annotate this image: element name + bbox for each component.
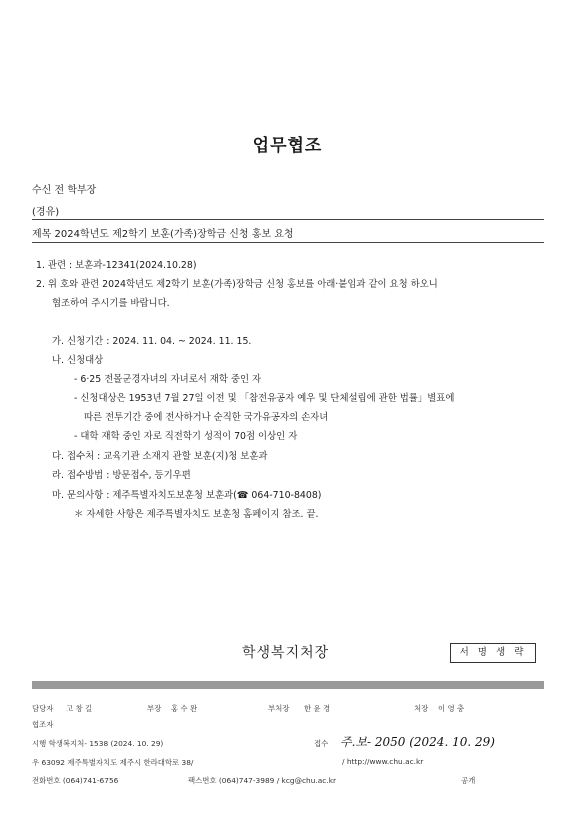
staff-name: 고 창 길 xyxy=(66,704,93,713)
manager-name: 홍 수 완 xyxy=(171,704,198,713)
related-reference: 1. 관련 : 보훈과-12341(2024.10.28) xyxy=(36,260,197,271)
request-paragraph-line1: 2. 위 호와 관련 2024학년도 제2학기 보훈(가족)장학금 신청 홍보를 아래·붙임과 같이 요청 하오니 xyxy=(36,279,438,290)
receipt-label: 접수 xyxy=(314,739,329,748)
deputy-name: 한 윤 경 xyxy=(304,704,331,713)
manager-label: 부장 xyxy=(147,704,162,713)
head-name: 이 영 충 xyxy=(438,704,465,713)
request-paragraph-line2: 협조하여 주시기를 바랍니다. xyxy=(52,298,170,309)
signature-omitted-box: 서 명 생 략 xyxy=(450,643,536,663)
inquiry-contact: 마. 문의사항 : 제주특별자치도보훈청 보훈과(☎ 064-710-8408) xyxy=(52,490,322,501)
subject-line: 제목 2024학년도 제2학기 보훈(가족)장학금 신청 홍보 요청 xyxy=(32,229,294,240)
phone-number: 전화번호 (064)741-6756 xyxy=(32,776,119,785)
application-period: 가. 신청기간 : 2024. 11. 04. ~ 2024. 11. 15. xyxy=(52,336,252,347)
header-divider xyxy=(32,219,544,220)
staff-label: 담당자 xyxy=(32,704,54,713)
disclosure-status: 공개 xyxy=(461,776,476,785)
reference-note: ＊ 자세한 사항은 제주특별자치도 보훈청 홈페이지 참조. 끝. xyxy=(74,509,319,520)
recipient-line: 수신 전 학부장 xyxy=(32,185,97,196)
submission-method: 라. 접수방법 : 방문접수, 등기우편 xyxy=(52,470,191,481)
enforcement-number: 시행 학생복지처- 1538 (2024. 10. 29) xyxy=(32,739,164,748)
head-label: 처장 xyxy=(414,704,429,713)
fax-and-email: 팩스번호 (064)747-3989 / kcg@chu.ac.kr xyxy=(188,776,337,785)
eligibility-item-1: - 6·25 전몰군경자녀의 자녀로서 재학 중인 자 xyxy=(74,374,262,385)
postal-address: 우 63092 제주특별자치도 제주시 한라대학로 38/ xyxy=(32,758,194,767)
eligibility-item-3: - 대학 재학 중인 자로 직전학기 성적이 70점 이상인 자 xyxy=(74,431,298,442)
footer-divider-bar xyxy=(32,681,544,689)
issuer-title: 학생복지처장 xyxy=(242,645,330,661)
receipt-handwritten-number: 주.보- 2050 (2024. 10. 29) xyxy=(340,735,495,749)
submission-office: 다. 접수처 : 교육기관 소재지 관할 보훈(지)청 보훈과 xyxy=(52,451,268,462)
eligibility-item-2-line2: 따른 전투기간 중에 전사하거나 순직한 국가유공자의 손자녀 xyxy=(84,412,329,423)
eligibility-item-2-line1: - 신청대상은 1953년 7월 27일 이전 및 「참전유공자 예우 및 단체설립에 관한 법률」별표에 xyxy=(74,393,455,404)
cooperator-label: 협조자 xyxy=(32,720,54,729)
eligibility-heading: 나. 신청대상 xyxy=(52,355,104,366)
via-line: (경유) xyxy=(32,207,60,218)
deputy-label: 부처장 xyxy=(268,704,290,713)
website-url[interactable]: / http://www.chu.ac.kr xyxy=(342,757,424,766)
document-title: 업무협조 xyxy=(252,136,323,156)
subject-divider xyxy=(32,242,544,243)
